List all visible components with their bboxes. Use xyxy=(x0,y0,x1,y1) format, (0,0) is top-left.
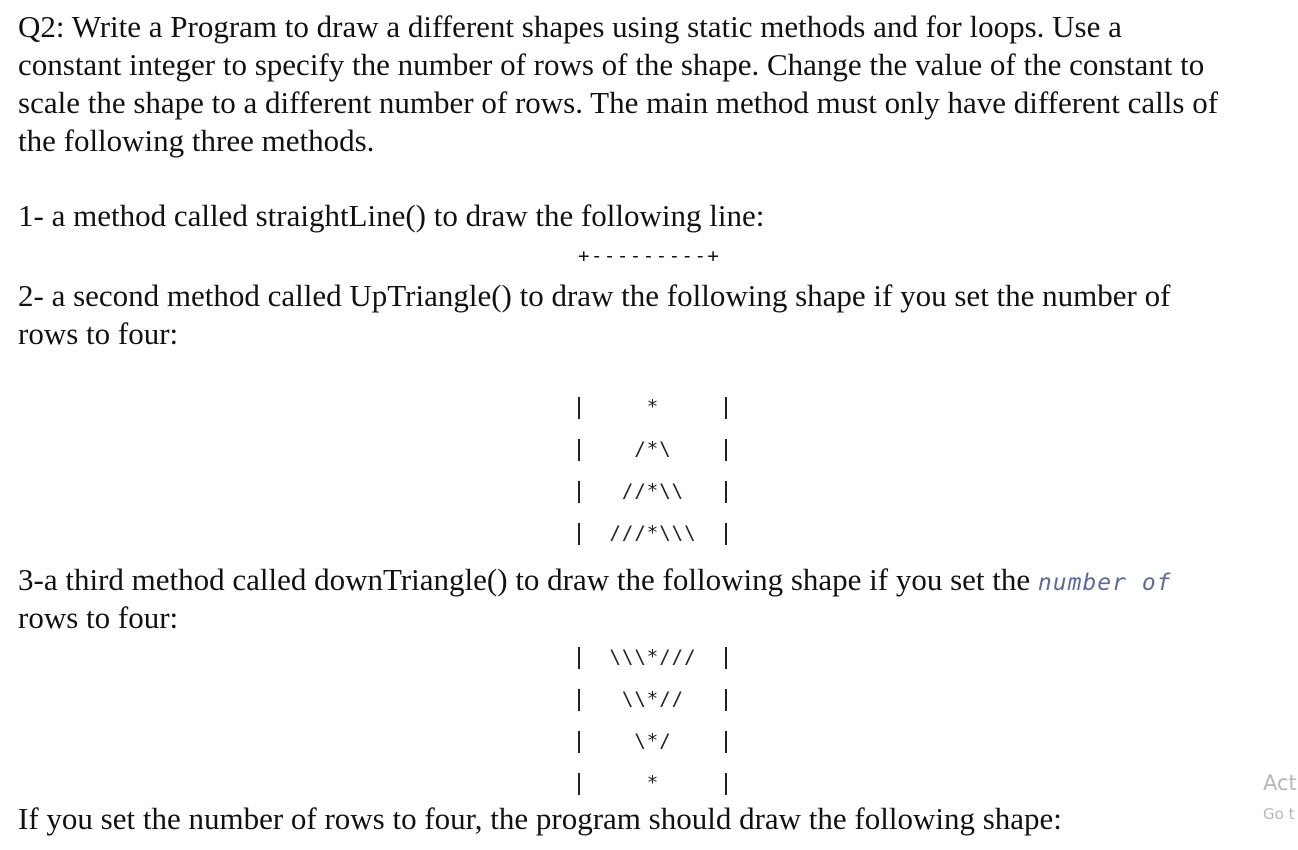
row-pattern: ///*\\\ xyxy=(609,522,697,544)
right-border xyxy=(725,439,727,461)
item2-line-2: rows to four: xyxy=(18,316,179,351)
item3-line-2: rows to four: xyxy=(18,600,179,635)
right-border xyxy=(725,647,727,669)
activation-watermark-subtitle: Go t xyxy=(1263,805,1295,823)
up-triangle-row xyxy=(570,389,740,431)
right-border xyxy=(725,397,727,419)
up-triangle-row xyxy=(570,473,740,515)
left-border xyxy=(578,773,580,795)
question-line-1: Q2: Write a Program to draw a different shapes using static methods and for loops. Use a xyxy=(18,9,1122,44)
left-border xyxy=(578,397,580,419)
item1-text: 1- a method called straightLine() to draw the following line: xyxy=(18,198,765,233)
row-pattern: //*\\ xyxy=(621,480,685,502)
right-border xyxy=(725,773,727,795)
row-pattern: \\*// xyxy=(621,688,685,710)
up-triangle-row xyxy=(570,431,740,473)
row-pattern: \*/ xyxy=(634,730,672,752)
up-triangle-figure xyxy=(570,389,740,557)
right-border xyxy=(725,523,727,545)
right-border xyxy=(725,481,727,503)
left-border xyxy=(578,439,580,461)
down-triangle-row xyxy=(570,681,740,723)
left-border xyxy=(578,689,580,711)
down-triangle-row xyxy=(570,639,740,681)
up-triangle-row xyxy=(570,515,740,557)
row-pattern: \\\*/// xyxy=(609,646,697,668)
inline-code-number-of: number of xyxy=(1037,570,1172,596)
left-border xyxy=(578,523,580,545)
question-line-4: the following three methods. xyxy=(18,123,375,158)
question-line-3: scale the shape to a different number of rows. The main method must only have different calls of xyxy=(18,85,1219,120)
down-triangle-row xyxy=(570,723,740,765)
final-instruction: If you set the number of rows to four, the program should draw the following shape: xyxy=(18,801,1062,836)
activation-watermark-title: Act xyxy=(1263,771,1297,795)
row-pattern: * xyxy=(646,396,660,418)
left-border xyxy=(578,481,580,503)
question-line-2: constant integer to specify the number of rows of the shape. Change the value of the constant to xyxy=(18,47,1205,82)
item3-line-1-text: 3-a third method called downTriangle() to draw the following shape if you set the xyxy=(18,562,1038,597)
left-border xyxy=(578,647,580,669)
straight-line-figure: +---------+ xyxy=(578,245,721,267)
row-pattern: * xyxy=(646,772,660,794)
row-pattern: /*\ xyxy=(634,438,672,460)
down-triangle-figure xyxy=(570,639,740,807)
item2-line-1: 2- a second method called UpTriangle() to draw the following shape if you set the number of xyxy=(18,278,1171,313)
left-border xyxy=(578,731,580,753)
item3-line-1 xyxy=(18,561,1172,602)
right-border xyxy=(725,731,727,753)
right-border xyxy=(725,689,727,711)
